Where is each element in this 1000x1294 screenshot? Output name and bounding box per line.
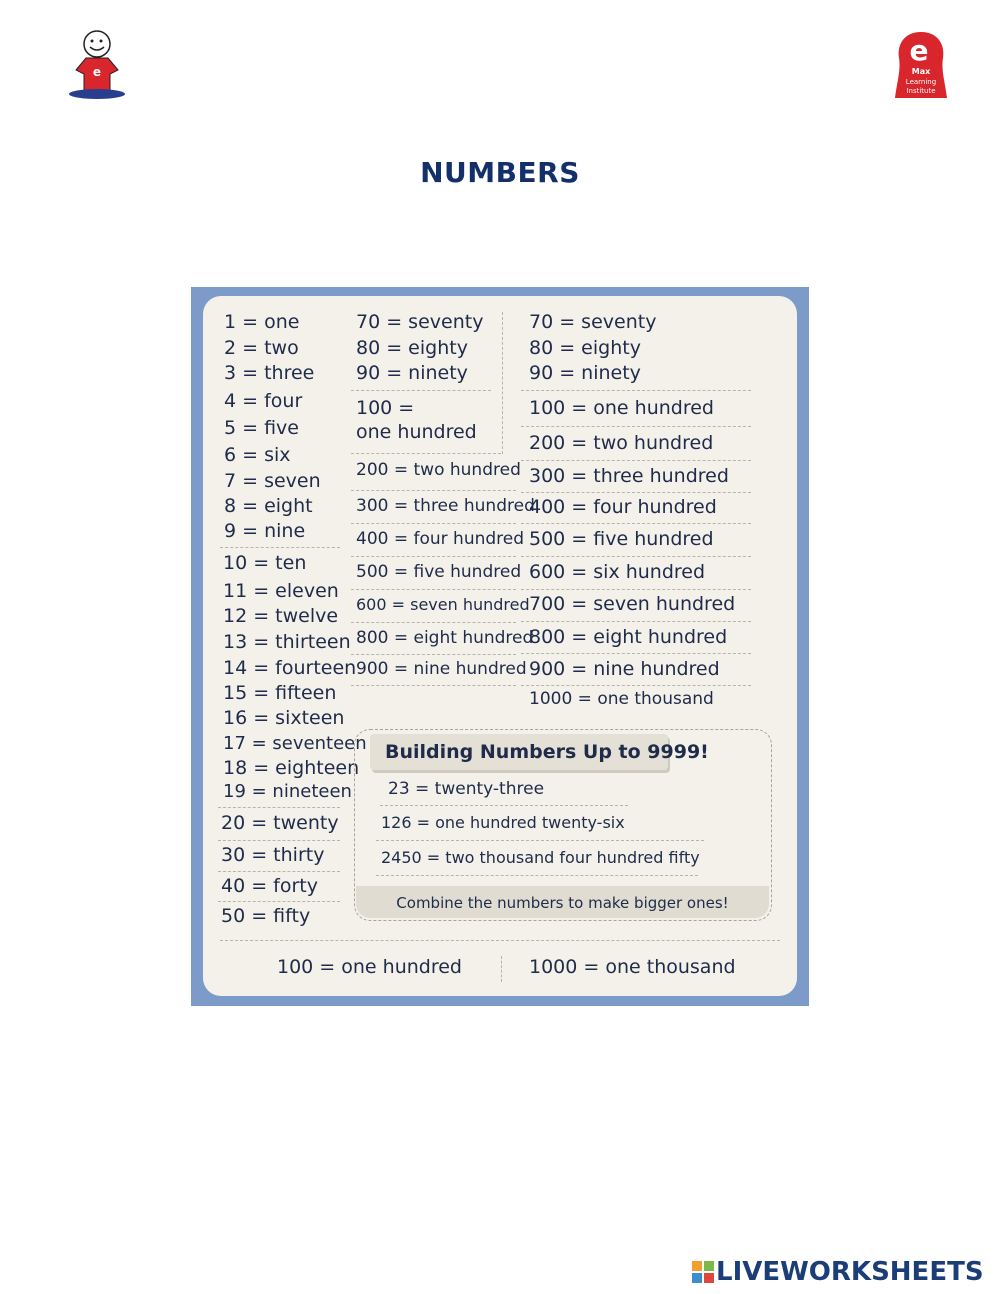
number-entry: 300 = three hundred [529, 465, 729, 487]
number-entry: 800 = eight hundred [356, 628, 534, 648]
divider [218, 807, 340, 808]
number-entry: 13 = thirteen [223, 631, 351, 653]
emax-learning-institute-logo [893, 30, 949, 100]
building-example: 23 = twenty-three [388, 779, 545, 799]
number-entry: 1 = one [224, 311, 300, 333]
svg-text:e: e [92, 65, 102, 79]
bottom-summary-left: 100 = one hundred [277, 956, 462, 978]
divider [218, 840, 340, 841]
number-entry: 18 = eighteen [223, 757, 360, 779]
column-divider [502, 312, 503, 454]
divider [351, 622, 516, 623]
number-entry: 700 = seven hundred [529, 593, 736, 615]
divider [521, 685, 751, 686]
divider [218, 871, 340, 872]
number-entry: 80 = eighty [529, 337, 641, 359]
divider [351, 556, 516, 557]
svg-text:Max: Max [911, 67, 931, 76]
number-entry: 300 = three hundred [356, 496, 535, 516]
number-entry: 2 = two [224, 337, 299, 359]
number-entry: 400 = four hundred [529, 496, 717, 518]
number-entry: 17 = seventeen [223, 733, 367, 754]
number-entry: 9 = nine [224, 520, 306, 542]
number-entry: 100 = one hundred [529, 397, 714, 419]
number-entry: 20 = twenty [221, 812, 339, 834]
divider [376, 875, 698, 876]
divider [521, 653, 751, 654]
number-entry: 400 = four hundred [356, 529, 525, 549]
number-entry: 1000 = one thousand [529, 689, 714, 709]
number-entry: 100 = [356, 397, 415, 419]
number-entry: 90 = ninety [356, 362, 468, 384]
number-entry: 600 = seven hundred [356, 595, 530, 614]
divider [351, 490, 516, 491]
number-entry: 5 = five [224, 417, 299, 439]
number-entry: 14 = fourteen [223, 657, 357, 679]
divider [220, 940, 780, 941]
divider [218, 901, 340, 902]
divider [521, 621, 751, 622]
number-entry: 200 = two hundred [356, 460, 521, 480]
number-entry: one hundred [356, 421, 477, 443]
divider [351, 523, 516, 524]
divider [521, 390, 751, 391]
number-entry: 500 = five hundred [529, 528, 714, 550]
number-entry: 7 = seven [224, 470, 321, 492]
number-entry: 90 = ninety [529, 362, 641, 384]
svg-text:Learning: Learning [905, 78, 937, 86]
emax-mascot-logo [66, 28, 128, 100]
svg-text:Institute: Institute [906, 87, 936, 95]
divider [521, 589, 751, 590]
number-entry: 15 = fifteen [223, 682, 337, 704]
number-entry: 3 = three [224, 362, 315, 384]
number-entry: 11 = eleven [223, 580, 339, 602]
divider [521, 556, 751, 557]
divider [351, 654, 516, 655]
number-entry: 6 = six [224, 444, 291, 466]
divider [351, 453, 501, 454]
divider [521, 426, 751, 427]
number-entry: 200 = two hundred [529, 432, 714, 454]
number-entry: 8 = eight [224, 495, 313, 517]
combine-note-bar [356, 886, 769, 918]
number-entry: 500 = five hundred [356, 562, 522, 582]
divider [376, 840, 704, 841]
divider [351, 685, 516, 686]
number-entry: 16 = sixteen [223, 707, 345, 729]
divider [220, 547, 340, 548]
number-entry: 800 = eight hundred [529, 626, 728, 648]
number-entry: 70 = seventy [529, 311, 657, 333]
number-entry: 4 = four [224, 390, 303, 412]
divider [521, 460, 751, 461]
number-entry: 30 = thirty [221, 844, 325, 866]
number-entry: 50 = fifty [221, 905, 311, 927]
number-entry: 900 = nine hundred [529, 658, 720, 680]
number-entry: 10 = ten [223, 552, 307, 574]
number-entry: 12 = twelve [223, 605, 339, 627]
liveworksheets-wordmark: LIVEWORKSHEETS [716, 1257, 984, 1287]
building-example: 2450 = two thousand four hundred fifty [381, 848, 700, 867]
number-entry: 80 = eighty [356, 337, 468, 359]
number-entry: 19 = nineteen [223, 781, 352, 802]
building-example: 126 = one hundred twenty-six [381, 813, 625, 832]
divider [521, 492, 751, 493]
svg-text:e: e [909, 34, 929, 67]
column-divider [501, 956, 502, 982]
liveworksheets-icon [692, 1261, 714, 1283]
number-entry: 40 = forty [221, 875, 318, 897]
page-title: NUMBERS [420, 156, 580, 189]
divider [521, 523, 751, 524]
number-entry: 70 = seventy [356, 311, 484, 333]
building-numbers-title: Building Numbers Up to 9999! [385, 741, 709, 763]
number-entry: 900 = nine hundred [356, 659, 527, 679]
number-entry: 600 = six hundred [529, 561, 706, 583]
divider [351, 390, 491, 391]
divider [380, 805, 628, 806]
combine-note: Combine the numbers to make bigger ones! [396, 894, 729, 912]
divider [351, 589, 516, 590]
bottom-summary-right: 1000 = one thousand [529, 956, 736, 978]
